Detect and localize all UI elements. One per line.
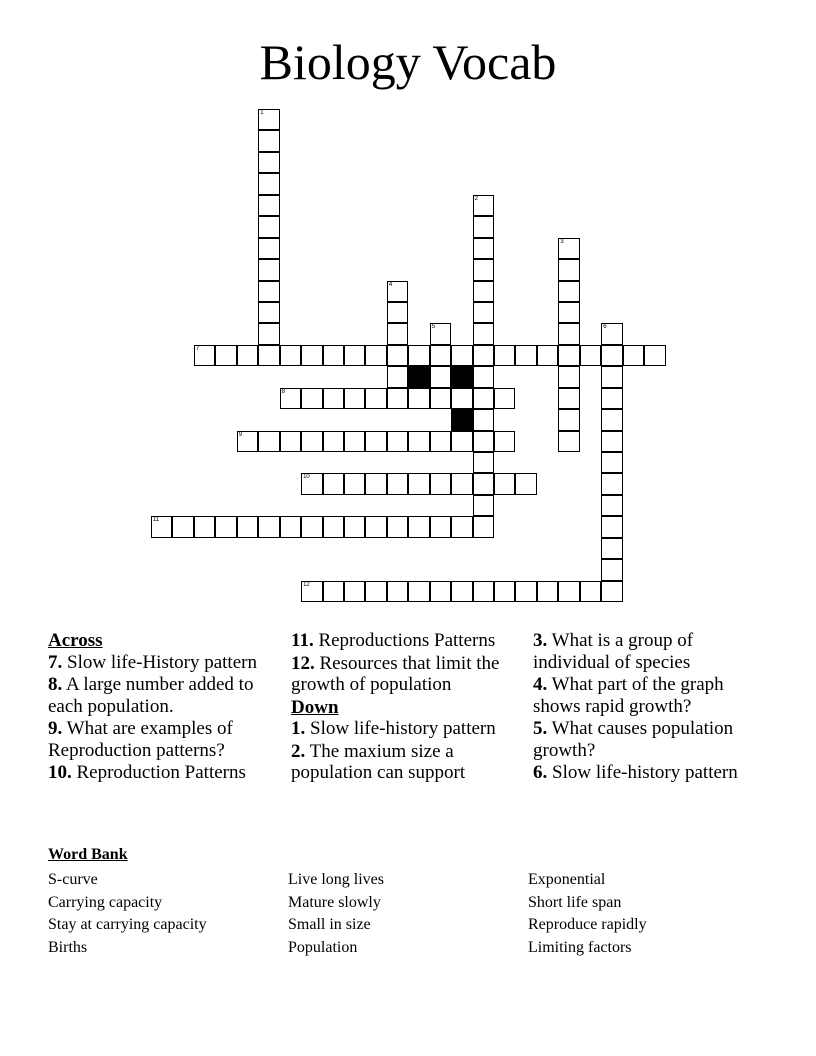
clue-number: 2 [474, 195, 478, 202]
crossword-cell[interactable] [430, 473, 451, 494]
crossword-cell[interactable] [580, 345, 601, 366]
word-bank-item: Stay at carrying capacity [48, 916, 207, 934]
black-square [408, 366, 429, 387]
clue-number: 6 [603, 324, 607, 331]
crossword-cell[interactable] [580, 581, 601, 602]
crossword-cell[interactable] [494, 431, 515, 452]
crossword-cell[interactable] [473, 388, 494, 409]
across-heading: Across [48, 630, 103, 651]
crossword-cell[interactable] [323, 516, 344, 537]
crossword-cell[interactable] [258, 323, 279, 344]
crossword-cell[interactable] [601, 473, 622, 494]
clue-number: 12 [303, 581, 310, 588]
crossword-cell[interactable] [494, 473, 515, 494]
crossword-cell[interactable] [558, 281, 579, 302]
clue-across-10: 10. Reproduction Patterns [48, 762, 246, 783]
crossword-cell[interactable] [387, 473, 408, 494]
crossword-cell[interactable] [473, 259, 494, 280]
clues-column-1 [48, 630, 278, 785]
clue-number: 7 [195, 345, 200, 352]
crossword-cell[interactable] [215, 345, 236, 366]
clues-column-3 [533, 630, 773, 785]
crossword-cell[interactable] [301, 345, 322, 366]
crossword-cell[interactable] [451, 431, 472, 452]
crossword-cell[interactable] [515, 473, 536, 494]
crossword-cell[interactable] [323, 388, 344, 409]
crossword-cell[interactable] [623, 345, 644, 366]
crossword-cell[interactable] [515, 581, 536, 602]
crossword-cell[interactable] [408, 388, 429, 409]
crossword-cell[interactable] [258, 195, 279, 216]
crossword-cell[interactable] [280, 345, 301, 366]
crossword-cell[interactable] [558, 302, 579, 323]
clue-across-8: 8. A large number added to each population. [48, 674, 254, 717]
crossword-cell[interactable] [408, 516, 429, 537]
crossword-cell[interactable] [473, 473, 494, 494]
crossword-cell[interactable] [601, 345, 622, 366]
word-bank-item: Mature slowly [288, 893, 381, 911]
crossword-cell[interactable] [280, 516, 301, 537]
crossword-cell[interactable] [558, 323, 579, 344]
word-bank-item: Population [288, 939, 358, 957]
crossword-cell[interactable] [365, 473, 386, 494]
crossword-cell[interactable] [258, 238, 279, 259]
crossword-cell[interactable] [323, 473, 344, 494]
crossword-cell[interactable] [387, 323, 408, 344]
clue-number: 4 [388, 281, 393, 288]
crossword-cell[interactable] [237, 516, 258, 537]
crossword-cell[interactable] [558, 345, 579, 366]
crossword-cell[interactable] [258, 173, 279, 194]
crossword-cell[interactable] [301, 388, 322, 409]
clue-across-11: 11. Reproductions Patterns [291, 630, 496, 651]
down-heading: Down [291, 696, 339, 718]
clue-across-12: 12. Resources that limit the growth of population [291, 652, 500, 695]
word-bank-item: Limiting factors [528, 939, 632, 957]
crossword-cell[interactable] [451, 516, 472, 537]
clues-column-2 [291, 630, 516, 785]
word-bank-item: Live long lives [288, 871, 384, 888]
crossword-cell[interactable] [601, 538, 622, 559]
crossword-cell[interactable] [194, 516, 215, 537]
crossword-cell[interactable] [473, 366, 494, 387]
clue-number: 1 [260, 110, 264, 116]
word-bank-item: Carrying capacity [48, 893, 163, 911]
crossword-cell[interactable] [473, 516, 494, 537]
crossword-cell[interactable] [365, 516, 386, 537]
crossword-cell[interactable] [258, 302, 279, 323]
crossword-cell[interactable] [473, 302, 494, 323]
crossword-cell[interactable] [344, 431, 365, 452]
black-square [451, 366, 472, 387]
word-bank-column-3 [528, 869, 647, 960]
crossword-cell[interactable] [258, 281, 279, 302]
crossword-cell[interactable] [430, 366, 451, 387]
word-bank-column-2 [288, 869, 384, 960]
crossword-cell[interactable] [558, 581, 579, 602]
crossword-cell[interactable] [258, 259, 279, 280]
word-bank-item: Births [48, 939, 88, 957]
clue-number: 9 [238, 431, 243, 438]
crossword-cell[interactable] [558, 388, 579, 409]
crossword-cell[interactable] [515, 345, 536, 366]
crossword-cell[interactable] [365, 388, 386, 409]
crossword-cell[interactable] [601, 559, 622, 580]
clue-across-7: 7. Slow life-History pattern [48, 651, 257, 673]
clue-number: 8 [281, 388, 285, 395]
crossword-cell[interactable] [601, 409, 622, 430]
crossword-cell[interactable] [451, 345, 472, 366]
crossword-cell[interactable] [473, 495, 494, 516]
crossword-cell[interactable] [172, 516, 193, 537]
crossword-cell[interactable] [537, 581, 558, 602]
clue-across-9: 9. What are examples of Reproduction patterns? [48, 718, 233, 761]
crossword-cell[interactable] [558, 409, 579, 430]
crossword-cell[interactable] [601, 388, 622, 409]
crossword-cell[interactable] [473, 216, 494, 237]
crossword-cell[interactable] [451, 473, 472, 494]
word-bank-heading: Word Bank [48, 846, 128, 863]
crossword-cell[interactable] [323, 431, 344, 452]
crossword-cell[interactable] [451, 388, 472, 409]
crossword-cell[interactable] [601, 431, 622, 452]
clue-down-3: 3. What is a group of individual of species [533, 630, 694, 673]
crossword-cell[interactable] [473, 581, 494, 602]
crossword-cell[interactable] [473, 238, 494, 259]
crossword-cell[interactable] [430, 431, 451, 452]
crossword-cell[interactable] [430, 516, 451, 537]
crossword-cell[interactable] [473, 452, 494, 473]
crossword-cell[interactable] [430, 581, 451, 602]
crossword-cell[interactable] [258, 152, 279, 173]
crossword-cell[interactable] [387, 345, 408, 366]
crossword-cell[interactable] [430, 388, 451, 409]
crossword-cell[interactable] [644, 345, 665, 366]
word-bank-column-1 [48, 869, 207, 960]
crossword-cell[interactable] [215, 516, 236, 537]
clue-number: 11 [153, 517, 160, 524]
crossword-cell[interactable] [387, 431, 408, 452]
crossword-cell[interactable] [601, 452, 622, 473]
crossword-cell[interactable] [365, 581, 386, 602]
crossword-cell[interactable] [408, 345, 429, 366]
crossword-cell[interactable] [537, 345, 558, 366]
crossword-cell[interactable] [344, 388, 365, 409]
crossword-cell[interactable] [280, 431, 301, 452]
crossword-cell[interactable] [301, 516, 322, 537]
clue-down-6: 6. Slow life-history pattern [533, 762, 738, 783]
black-square [451, 409, 472, 430]
crossword-cell[interactable] [344, 473, 365, 494]
crossword-cell[interactable] [473, 345, 494, 366]
crossword-cell[interactable] [387, 388, 408, 409]
crossword-cell[interactable] [473, 281, 494, 302]
crossword-cell[interactable] [237, 345, 258, 366]
word-bank-item: S-curve [48, 871, 98, 888]
crossword-cell[interactable] [365, 345, 386, 366]
crossword-cell[interactable] [258, 431, 279, 452]
crossword-cell[interactable] [601, 366, 622, 387]
crossword-cell[interactable] [558, 431, 579, 452]
word-bank-item: Reproduce rapidly [528, 916, 647, 934]
crossword-cell[interactable] [408, 473, 429, 494]
crossword-cell[interactable] [473, 409, 494, 430]
crossword-cell[interactable] [323, 581, 344, 602]
crossword-cell[interactable] [494, 345, 515, 366]
word-bank-item: Small in size [288, 916, 371, 934]
crossword-cell[interactable] [258, 130, 279, 151]
crossword-cell[interactable] [430, 345, 451, 366]
clue-down-4: 4. What part of the graph shows rapid growth? [533, 674, 724, 717]
crossword-cell[interactable] [365, 431, 386, 452]
clue-number: 5 [431, 324, 436, 331]
clue-number: 3 [560, 238, 564, 245]
crossword-cell[interactable] [408, 431, 429, 452]
crossword-cell[interactable] [473, 323, 494, 344]
crossword-cell[interactable] [258, 345, 279, 366]
puzzle-title: Biology Vocab [259, 34, 557, 90]
crossword-cell[interactable] [451, 581, 472, 602]
word-bank-item: Exponential [528, 871, 606, 888]
crossword-cell[interactable] [301, 431, 322, 452]
crossword-cell[interactable] [494, 388, 515, 409]
crossword-cell[interactable] [601, 495, 622, 516]
clue-down-2: 2. The maxium size a population can support [291, 740, 466, 783]
crossword-cell[interactable] [344, 581, 365, 602]
crossword-cell[interactable] [494, 581, 515, 602]
word-bank-item: Short life span [528, 893, 622, 911]
crossword-cell[interactable] [601, 516, 622, 537]
crossword-cell[interactable] [344, 516, 365, 537]
crossword-cell[interactable] [387, 516, 408, 537]
crossword-cell[interactable] [258, 516, 279, 537]
crossword-cell[interactable] [408, 581, 429, 602]
crossword-cell[interactable] [258, 216, 279, 237]
crossword-cell[interactable] [387, 581, 408, 602]
crossword-cell[interactable] [473, 431, 494, 452]
crossword-cell[interactable] [387, 302, 408, 323]
crossword-cell[interactable] [344, 345, 365, 366]
clue-number: 10 [303, 474, 310, 481]
clue-down-5: 5. What causes population growth? [533, 718, 734, 761]
crossword-cell[interactable] [323, 345, 344, 366]
crossword-cell[interactable] [387, 366, 408, 387]
crossword-cell[interactable] [558, 366, 579, 387]
clue-down-1: 1. Slow life-history pattern [291, 718, 496, 739]
crossword-cell[interactable] [558, 259, 579, 280]
crossword-cell[interactable] [601, 581, 622, 602]
